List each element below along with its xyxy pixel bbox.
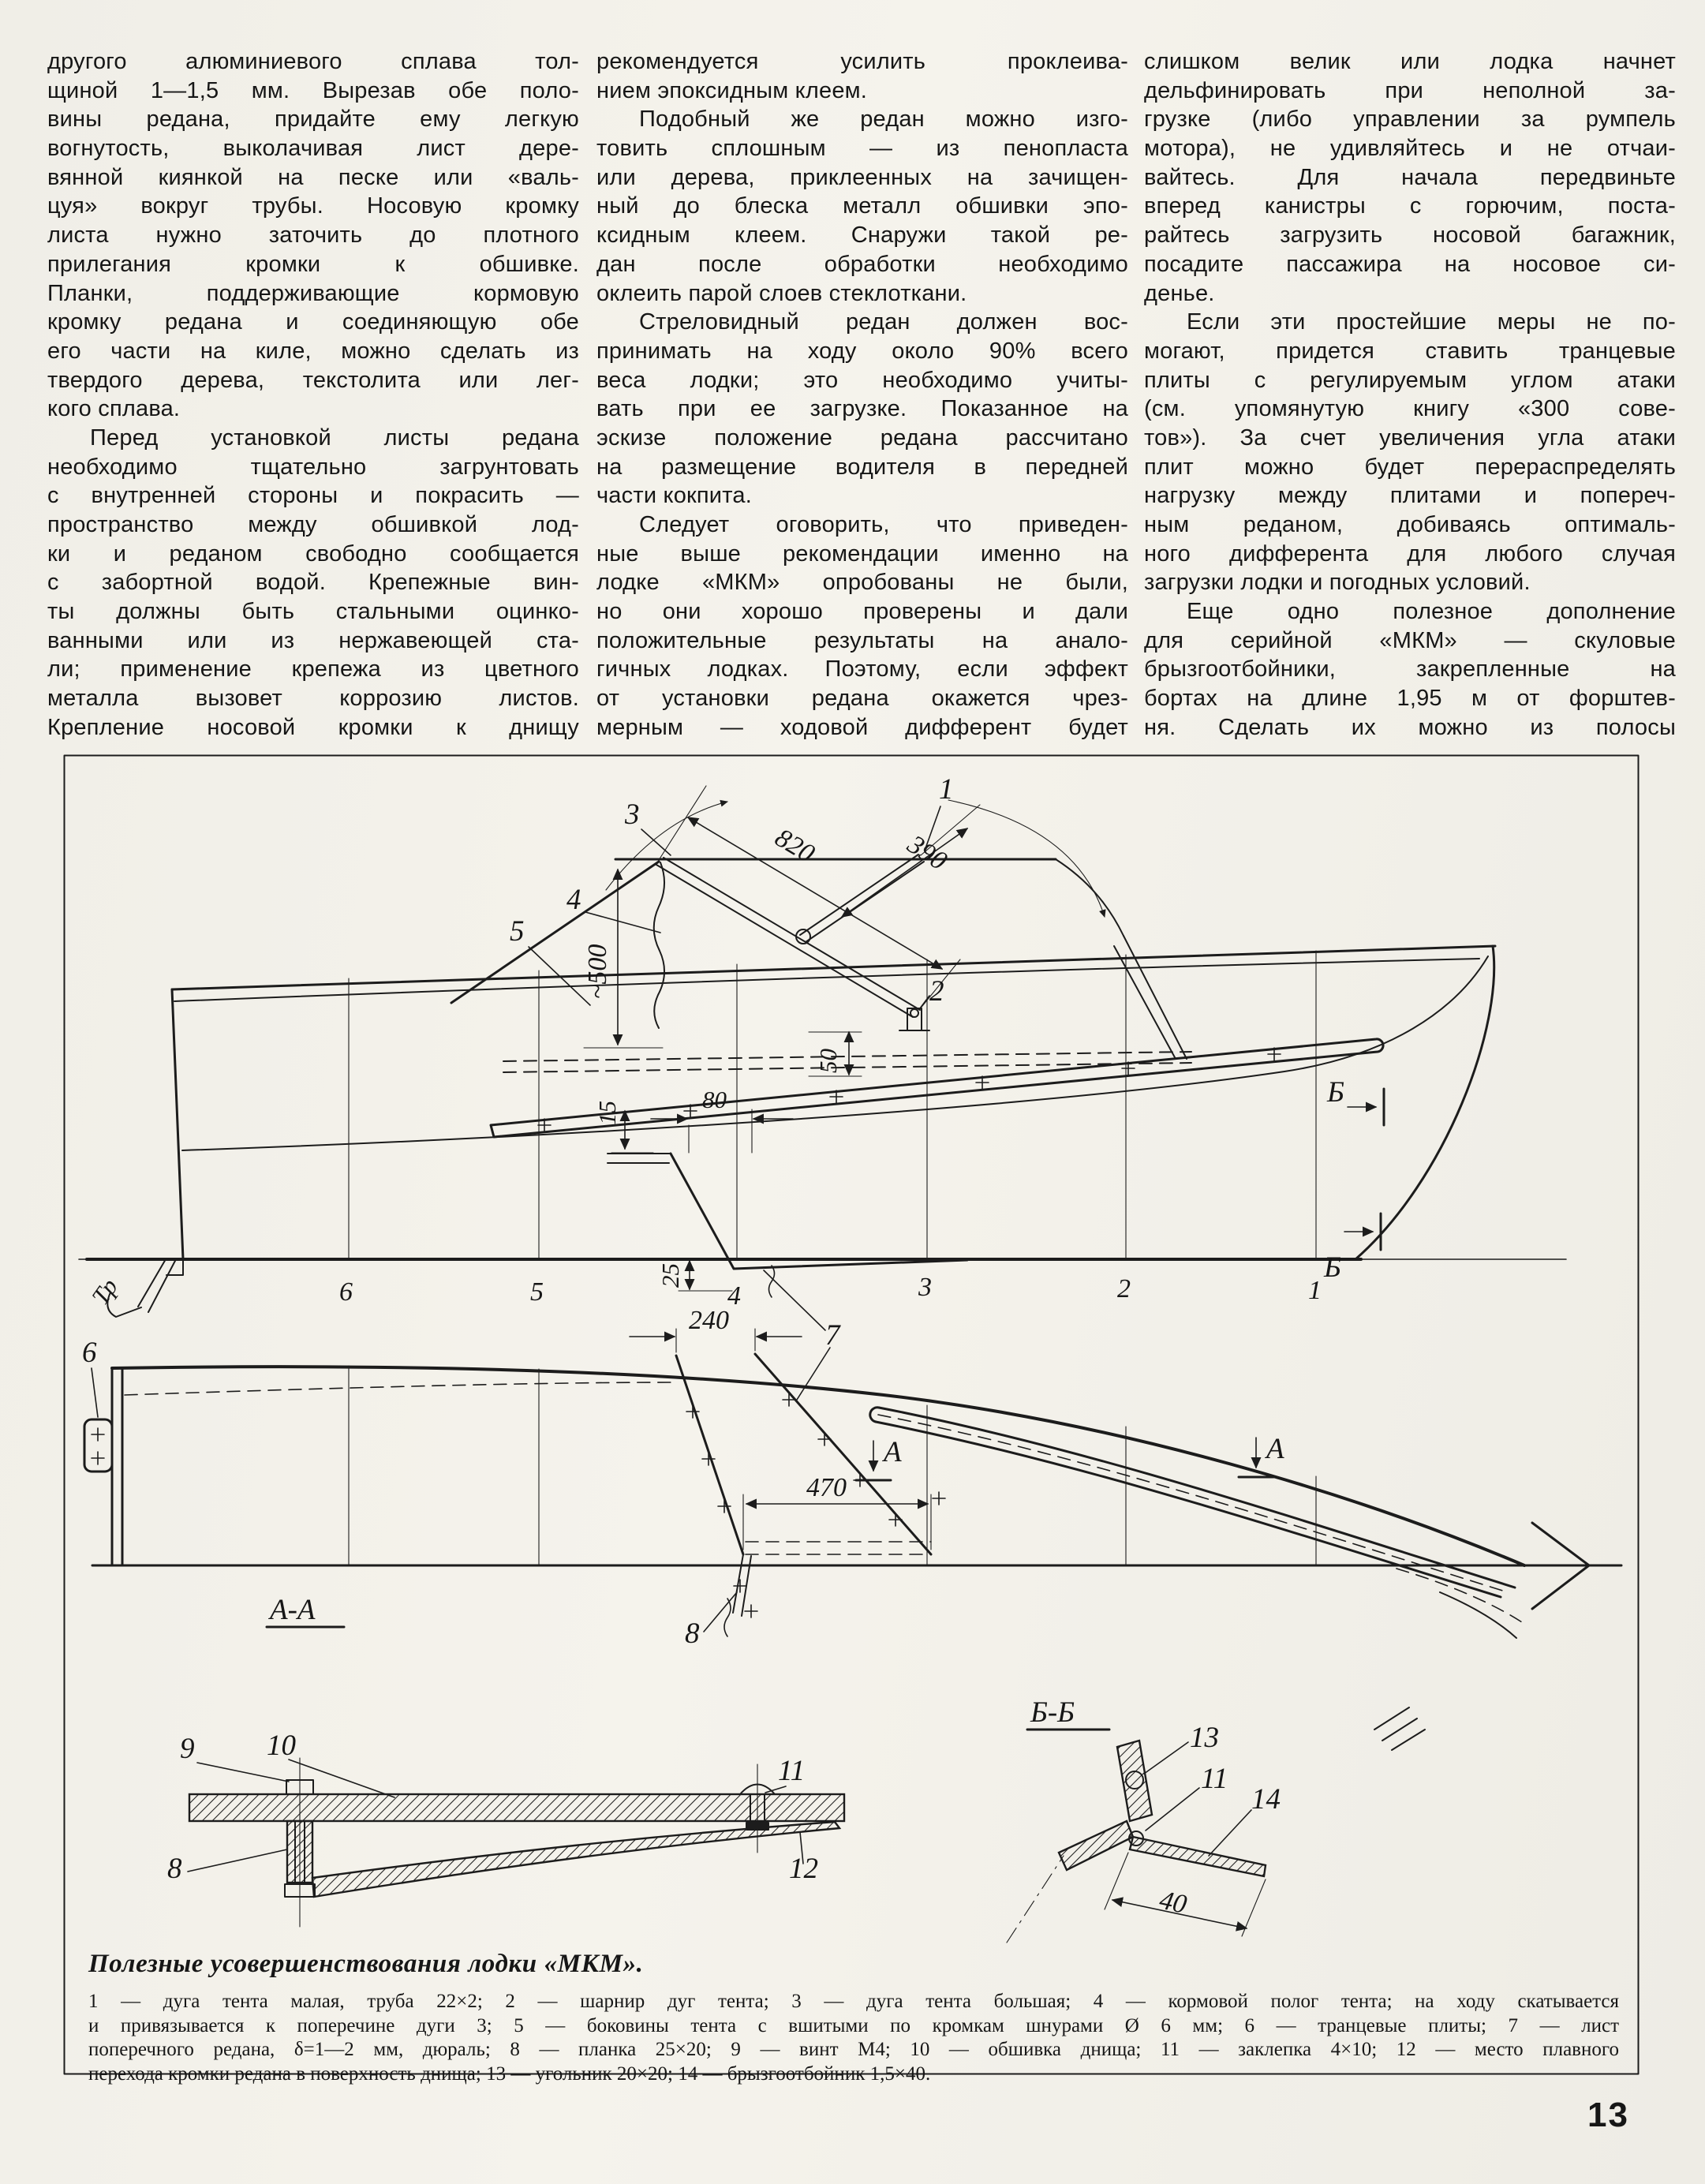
dim-50-label: 50 [814, 1049, 842, 1073]
svg-text:3: 3 [918, 1273, 932, 1302]
svg-text:10: 10 [267, 1730, 296, 1762]
text-line: дан после обработки необходимо [596, 251, 1128, 277]
station-label-transom: Тр [86, 1273, 124, 1311]
boat-drawing-svg [63, 754, 1640, 2075]
section-a-marks [856, 1433, 1284, 1480]
big-bow-tube [656, 858, 920, 1017]
text-line: вянной киянкой на песке или «валь- [47, 164, 579, 190]
text-line: Планки, поддерживающие кормовую [47, 280, 579, 306]
text-line: на размещение водителя в передней [596, 454, 1128, 480]
svg-text:14: 14 [1251, 1783, 1281, 1816]
svg-text:6: 6 [339, 1277, 353, 1307]
text-line: загрузки лодки и погодных условий. [1144, 570, 1531, 596]
text-line: но они хорошо проверены и дали [596, 599, 1128, 625]
text-line: плиты с регулируемым углом атаки [1144, 367, 1676, 393]
text-line: оклеить парой слоев стеклоткани. [596, 280, 967, 306]
text-line: цуя» вокруг трубы. Носовую кромку [47, 193, 579, 219]
text-line: дельфинировать при неполной за- [1144, 77, 1676, 103]
svg-text:4: 4 [727, 1281, 741, 1311]
caption-line: 1 — дуга тента малая, труба 22×2; 2 — шарнир дуг тента; 3 — дуга тента большая; 4 — кормовой полог тента; на ходу скатывается [88, 1991, 1619, 2012]
text-line: могают, придется ставить транцевые [1144, 338, 1676, 364]
redan-leading-edge [676, 1356, 743, 1554]
text-line: нагрузку между плитами и попереч- [1144, 483, 1676, 509]
tent-fabric-wavy-edge [654, 862, 664, 1028]
text-line: веса лодки; это необходимо учиты- [596, 367, 1128, 393]
text-line: ный до блеска металл обшивки эпо- [596, 193, 1128, 219]
text-line: его части на киле, можно сделать из [47, 338, 579, 364]
caption-line: и привязывается к поперечине дуги 3; 5 — боковины тента с вшитыми по кромкам шнурами Ø 6 мм; 6 — транцевые плиты; 7 — лист [88, 2014, 1619, 2036]
redan-trailing-edge [755, 1354, 931, 1554]
svg-text:5: 5 [510, 915, 525, 948]
text-line: денье. [1144, 280, 1215, 306]
coaming-dashed [503, 1052, 1191, 1072]
text-line: тов»). За счет увеличения угла атаки [1144, 424, 1676, 451]
text-line: лодке «МКМ» опробованы не были, [596, 570, 1128, 596]
text-line: гичных лодках. Поэтому, если эффект [596, 656, 1128, 682]
dim-240 [630, 1306, 802, 1352]
svg-text:15: 15 [593, 1101, 621, 1125]
svg-text:А: А [884, 1436, 902, 1468]
text-line: ным реданом, добиваясь оптималь- [1144, 512, 1676, 537]
dim-390-line [842, 828, 967, 917]
svg-text:1: 1 [939, 773, 954, 806]
text-line: ня. Сделать их можно из полосы [1144, 714, 1676, 740]
text-line: Стреловидный редан должен вос- [639, 309, 1128, 335]
text-line: прилегания кромки к обшивке. [47, 251, 579, 277]
transom-edge [172, 989, 183, 1259]
text-line: ли; применение крепежа из цветного [47, 656, 579, 682]
text-line: металла вызовет коррозию листов. [47, 686, 579, 712]
svg-text:9: 9 [180, 1733, 195, 1765]
callout-8-plan: 8 [685, 1617, 700, 1650]
text-line: от установки редана окажется чрез- [596, 686, 1128, 712]
svg-text:25: 25 [656, 1263, 684, 1288]
text-line: мотора), не удивляйтесь и не отчаи- [1144, 136, 1676, 162]
hull-side-strip [1059, 1821, 1133, 1870]
dim-240-label: 240 [689, 1306, 729, 1335]
caption-title: Полезные усовершенствования лодки «МКМ». [88, 1950, 644, 1978]
svg-text:4: 4 [566, 884, 581, 916]
station-labels [339, 1273, 1322, 1311]
text-line: принимать на ходу около 90% всего [596, 338, 1128, 364]
text-line: листа нужно заточить до плотного [47, 223, 579, 249]
station-lines-plan [349, 1366, 1316, 1565]
callout-6: 6 [82, 1337, 97, 1369]
text-line: другого алюминиевого сплава тол- [47, 49, 579, 74]
technical-drawing-figure [63, 754, 1640, 2085]
bb-callouts [1144, 1722, 1281, 1856]
dim-500-label: ~500 [583, 944, 612, 999]
text-line: ные выше рекомендации именно на [596, 540, 1128, 567]
redan-sheet-section [312, 1822, 839, 1897]
text-line: эскизе положение редана рассчитано [596, 424, 1128, 451]
article-column-3 [1144, 47, 1676, 742]
text-line: посадите пассажира на носовое си- [1144, 251, 1676, 277]
text-line: пространство между обшивкой лод- [47, 512, 579, 537]
text-line: Подобный же редан можно изго- [639, 107, 1128, 133]
text-line: товить сплошным — из пенопласта [596, 136, 1128, 162]
text-line: Следует оговорить, что приведен- [639, 512, 1128, 537]
text-line: кого сплава. [47, 396, 181, 422]
text-line: части кокпита. [596, 483, 752, 509]
section-b-marks [1323, 1076, 1384, 1284]
dim-820-label: 820 [769, 823, 820, 869]
text-line: или дерева, приклеенных на зачищен- [596, 164, 1128, 190]
text-line: вины редана, придайте ему легкую [47, 107, 579, 133]
text-line: вогнутость, выколачивая лист дере- [47, 136, 579, 162]
hatch-strokes [1374, 1707, 1425, 1750]
caption-legend [88, 1990, 1619, 2086]
svg-text:80: 80 [702, 1086, 727, 1113]
text-line: плит можно будет перераспределять [1144, 454, 1676, 480]
dim-470 [743, 1473, 931, 1550]
text-line: ванными или из нержавеющей ста- [47, 627, 579, 653]
text-line: ки и реданом свободно сообщается [47, 540, 579, 567]
svg-text:Б: Б [1327, 1076, 1344, 1109]
transom-plan [112, 1368, 122, 1565]
svg-text:3: 3 [625, 798, 640, 831]
caption-line: поперечного редана, δ=1—2 мм, дюраль; 8 — планка 25×20; 9 — винт М4; 10 — обшивка днища; 11 — заклепка 4×10; 12 — место плавного [88, 2039, 1619, 2060]
text-line: слишком велик или лодка начнет [1144, 49, 1676, 74]
text-line: грузке (либо управлении за румпель [1144, 107, 1676, 133]
section-bb-detail [1007, 1696, 1425, 1943]
section-bb-label: Б-Б [1030, 1696, 1075, 1729]
text-line: райтесь загрузить носовой багажник, [1144, 223, 1676, 249]
text-line: вперед канистры с горючим, поста- [1144, 193, 1676, 219]
chine-dashed [125, 1382, 671, 1395]
text-line: Если эти простейшие меры не по- [1187, 309, 1676, 335]
dim-470-label: 470 [806, 1473, 847, 1502]
side-view [79, 773, 1566, 1400]
caption-line: перехода кромки редана в поверхность днища; 13 — угольник 20×20; 14 — брызгоотбойник 1,5×40. [88, 2062, 931, 2085]
text-line: для серийной «МКМ» — скуловые [1144, 627, 1676, 653]
article-column-2 [596, 47, 1128, 742]
svg-text:8: 8 [167, 1853, 182, 1885]
dim-40-label: 40 [1157, 1885, 1190, 1920]
svg-text:5: 5 [530, 1277, 544, 1307]
dim-80 [651, 1086, 793, 1153]
text-line: ного дифферента для любого случая [1144, 540, 1676, 567]
article-column-1 [47, 47, 579, 742]
figure-caption [88, 1950, 1619, 2086]
sheer-line [172, 946, 1495, 989]
svg-text:А: А [1266, 1433, 1284, 1465]
text-line: рекомендуется усилить проклеива- [596, 49, 1128, 74]
canopy-aft-slope [1056, 859, 1124, 936]
tent-assembly [451, 786, 1191, 1076]
text-line: положительные результаты на анало- [596, 627, 1128, 653]
section-aa-detail [167, 1594, 844, 1927]
text-line: необходимо тщательно загрунтовать [47, 454, 579, 480]
svg-text:13: 13 [1190, 1722, 1219, 1754]
angle-profile [1117, 1741, 1152, 1821]
bottom-plating [189, 1794, 844, 1821]
svg-text:11: 11 [1201, 1763, 1228, 1795]
rub-rail-line [174, 959, 1479, 1001]
text-line: Еще одно полезное дополнение [1187, 599, 1676, 625]
text-line: бортах на длине 1,95 м от форштев- [1144, 686, 1676, 712]
text-line: Крепление носовой кромки к днищу [47, 714, 579, 740]
small-bow-tube [800, 855, 924, 942]
svg-text:12: 12 [789, 1853, 818, 1885]
transom-plate-plan [84, 1419, 112, 1472]
dim-390-label: 390 [902, 829, 952, 877]
text-line: нием эпоксидным клеем. [596, 77, 868, 103]
svg-text:11: 11 [778, 1755, 806, 1787]
text-line: вайтесь. Для начала передвиньте [1144, 164, 1676, 190]
text-line: ты должны быть стальными оцинко- [47, 599, 579, 625]
text-line: Перед установкой листы редана [90, 424, 579, 451]
text-line: кромку редана и соединяющую обе [47, 309, 579, 335]
spray-deflector-strip [1130, 1837, 1266, 1876]
text-line: с внутренней стороны и покрасить — [47, 483, 579, 509]
windshield [1114, 936, 1187, 1059]
deck-edge-curve [112, 1367, 1524, 1565]
page-number: 13 [1587, 2096, 1629, 2134]
tent-front-slope [451, 862, 659, 1003]
svg-text:2: 2 [929, 975, 944, 1008]
svg-text:2: 2 [1117, 1274, 1131, 1303]
text-line: вать при ее загрузке. Показанное на [596, 396, 1128, 422]
text-line: ксидным клеем. Снаружи такой ре- [596, 223, 1128, 249]
spray-rail-plan [870, 1408, 1515, 1597]
dim-25 [656, 1261, 732, 1291]
dim-820-line [688, 817, 942, 969]
svg-text:7: 7 [825, 1319, 840, 1352]
text-line: щиной 1—1,5 мм. Вырезав обе поло- [47, 77, 579, 103]
tube-joint [796, 929, 810, 944]
text-line: брызгоотбойники, закрепленные на [1144, 656, 1676, 682]
text-line: твердого дерева, текстолита или лег- [47, 367, 579, 393]
svg-text:1: 1 [1308, 1276, 1322, 1305]
text-line: с забортной водой. Крепежные вин- [47, 570, 579, 596]
bow-stem [1355, 946, 1494, 1259]
section-aa-label: А-А [270, 1594, 316, 1626]
svg-text:Б: Б [1324, 1251, 1341, 1284]
text-line: мерным — ходовой дифферент будет [596, 714, 1128, 740]
text-line: (см. упомянутую книгу «300 сове- [1144, 396, 1676, 422]
